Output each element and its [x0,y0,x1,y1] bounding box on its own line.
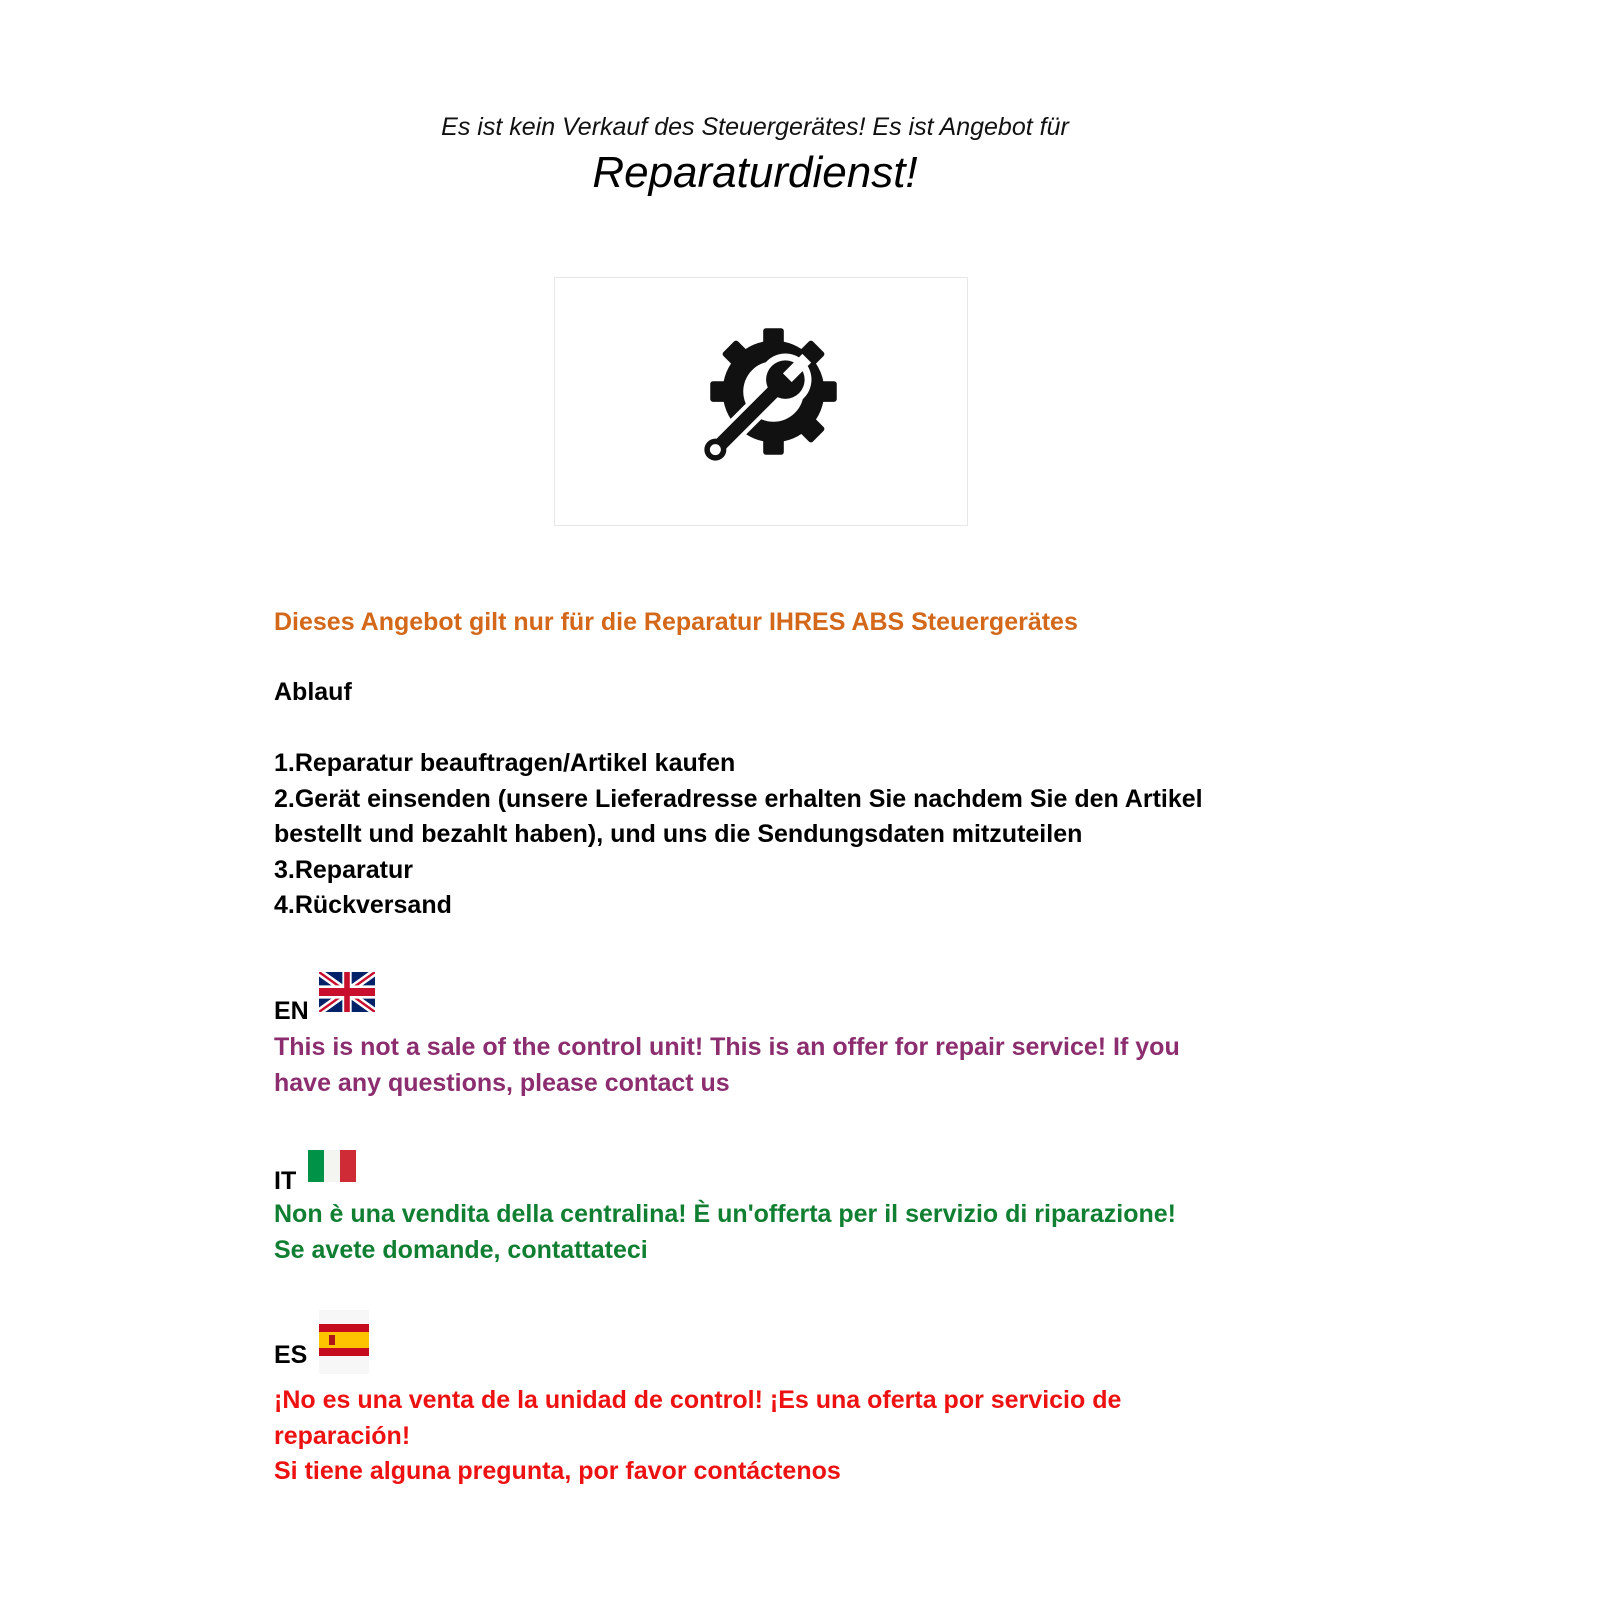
message-it-line: Se avete domande, contattateci [274,1235,648,1264]
procedure-step: 2.Gerät einsenden (unsere Lieferadresse erhalten Sie nachdem Sie den Artikel [274,784,1203,813]
spain-flag-icon [319,1310,369,1374]
message-en-line: have any questions, please contact us [274,1068,730,1097]
uk-flag-icon [319,972,375,1012]
procedure-step: 3.Reparatur [274,855,413,884]
message-es-line: Si tiene alguna pregunta, por favor contáctenos [274,1457,841,1485]
procedure-heading-text: Ablauf [274,678,352,706]
procedure-heading [274,675,1274,711]
gear-wrench-icon [680,320,845,485]
italy-flag-icon [308,1146,356,1186]
hero-image-frame [554,277,968,526]
offer-note-text: Dieses Angebot gilt nur für die Reparatur IHRES ABS Steuergerätes [274,608,1078,636]
offer-note [274,605,1274,641]
subtitle: Es ist kein Verkauf des Steuergerätes! Es ist Angebot für [441,113,1069,141]
message-es-line: reparación! [274,1421,411,1450]
procedure-steps [274,746,1274,924]
page-title: Reparaturdienst! [592,148,918,197]
language-code-it: IT [274,1167,297,1195]
message-it [274,1197,1274,1268]
message-en-line: This is not a sale of the control unit! This is an offer for repair service! If you [274,1033,1180,1061]
language-code-en: EN [274,997,309,1025]
message-en [274,1030,1274,1101]
message-es [274,1383,1274,1490]
procedure-step: 4.Rückversand [274,891,452,919]
message-it-line: Non è una vendita della centralina! È un'offerta per il servizio di riparazione! [274,1200,1176,1228]
procedure-step: 1.Reparatur beauftragen/Artikel kaufen [274,749,736,777]
procedure-step: bestellt und bezahlt haben), und uns die Sendungsdaten mitzuteilen [274,820,1083,848]
language-code-es: ES [274,1341,308,1369]
message-es-line: ¡No es una venta de la unidad de control! ¡Es una oferta por servicio de [274,1386,1122,1414]
